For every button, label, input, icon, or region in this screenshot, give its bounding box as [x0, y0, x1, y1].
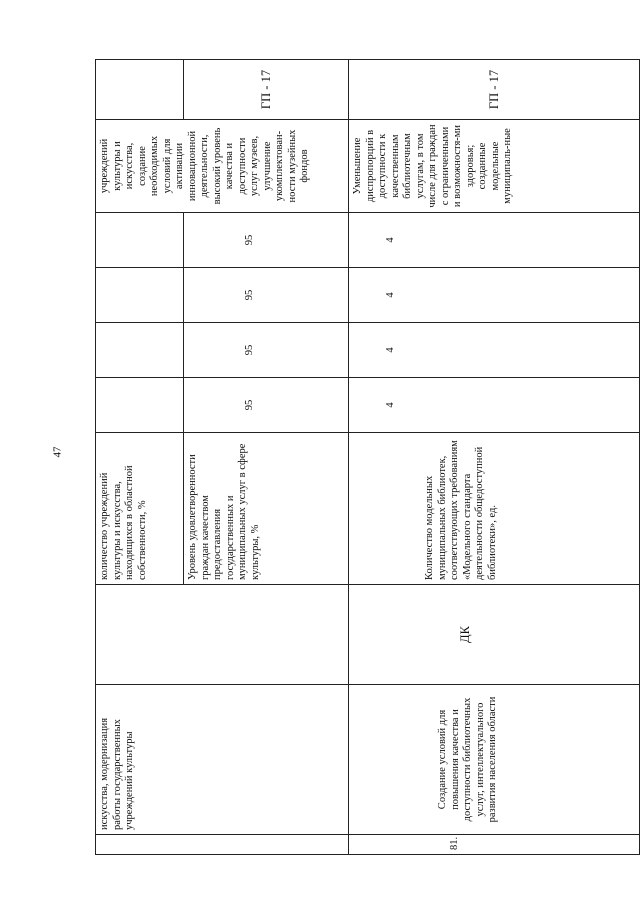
value-cell: 95 — [184, 378, 349, 433]
value-cell: 4 — [349, 213, 640, 268]
event-cell-top: искусства, модернизация работы государственных учреждений культуры — [96, 685, 349, 835]
value-cell — [96, 378, 184, 433]
indicator-cell: Количество модельных муниципальных библиотек, соответствующих требованиям «Модельного стандарта деятельности общедоступной библиотеки», ед. — [349, 433, 640, 585]
value-cell: 95 — [184, 323, 349, 378]
value-cell: 95 — [184, 213, 349, 268]
value-cell — [96, 213, 184, 268]
value-cell — [96, 323, 184, 378]
code-cell: ГП - 17 — [184, 60, 349, 120]
table-row — [96, 60, 184, 855]
value-cell: 4 — [349, 378, 640, 433]
result-cell-top: учреждений культуры и искусства, создание необходимых условий для активации инновационной деятельности, высокий уровень качества и доступности услуг музеев, улучшение укомплектован-ности музейных фондов — [96, 120, 349, 213]
value-cell: 4 — [349, 268, 640, 323]
code-stub-cell — [96, 60, 184, 120]
indicator-cell: количество учреждений культуры и искусства, находящихся в областной собственности, % — [96, 433, 184, 585]
executor-cell-top — [96, 585, 349, 685]
result-cell: Уменьшение диспропорций в доступности к качественным библиотечным услугам, в том числе для граждан с ограниченными и возможностя-ми здоровья; созданные модельные муниципаль-ные — [349, 120, 640, 213]
num-cell-top — [96, 835, 349, 855]
rotated-table-container — [95, 60, 639, 855]
table-row — [349, 60, 640, 855]
page-number: 47 — [51, 446, 64, 458]
row-number-cell: 81. — [349, 835, 640, 855]
value-cell: 4 — [349, 323, 640, 378]
code-cell: ГП - 17 — [349, 60, 640, 120]
table-frame — [95, 60, 639, 855]
value-cell — [96, 268, 184, 323]
indicator-cell: Уровень удовлетворенности граждан качеством предоставления государственных и муниципальных услуг в сфере культуры, % — [184, 433, 349, 585]
executor-cell: ДК — [349, 585, 640, 685]
event-cell: Создание условий для повышения качества и доступности библиотечных услуг, интеллектуального развития населения области — [349, 685, 640, 835]
program-table — [95, 59, 640, 855]
value-cell: 95 — [184, 268, 349, 323]
